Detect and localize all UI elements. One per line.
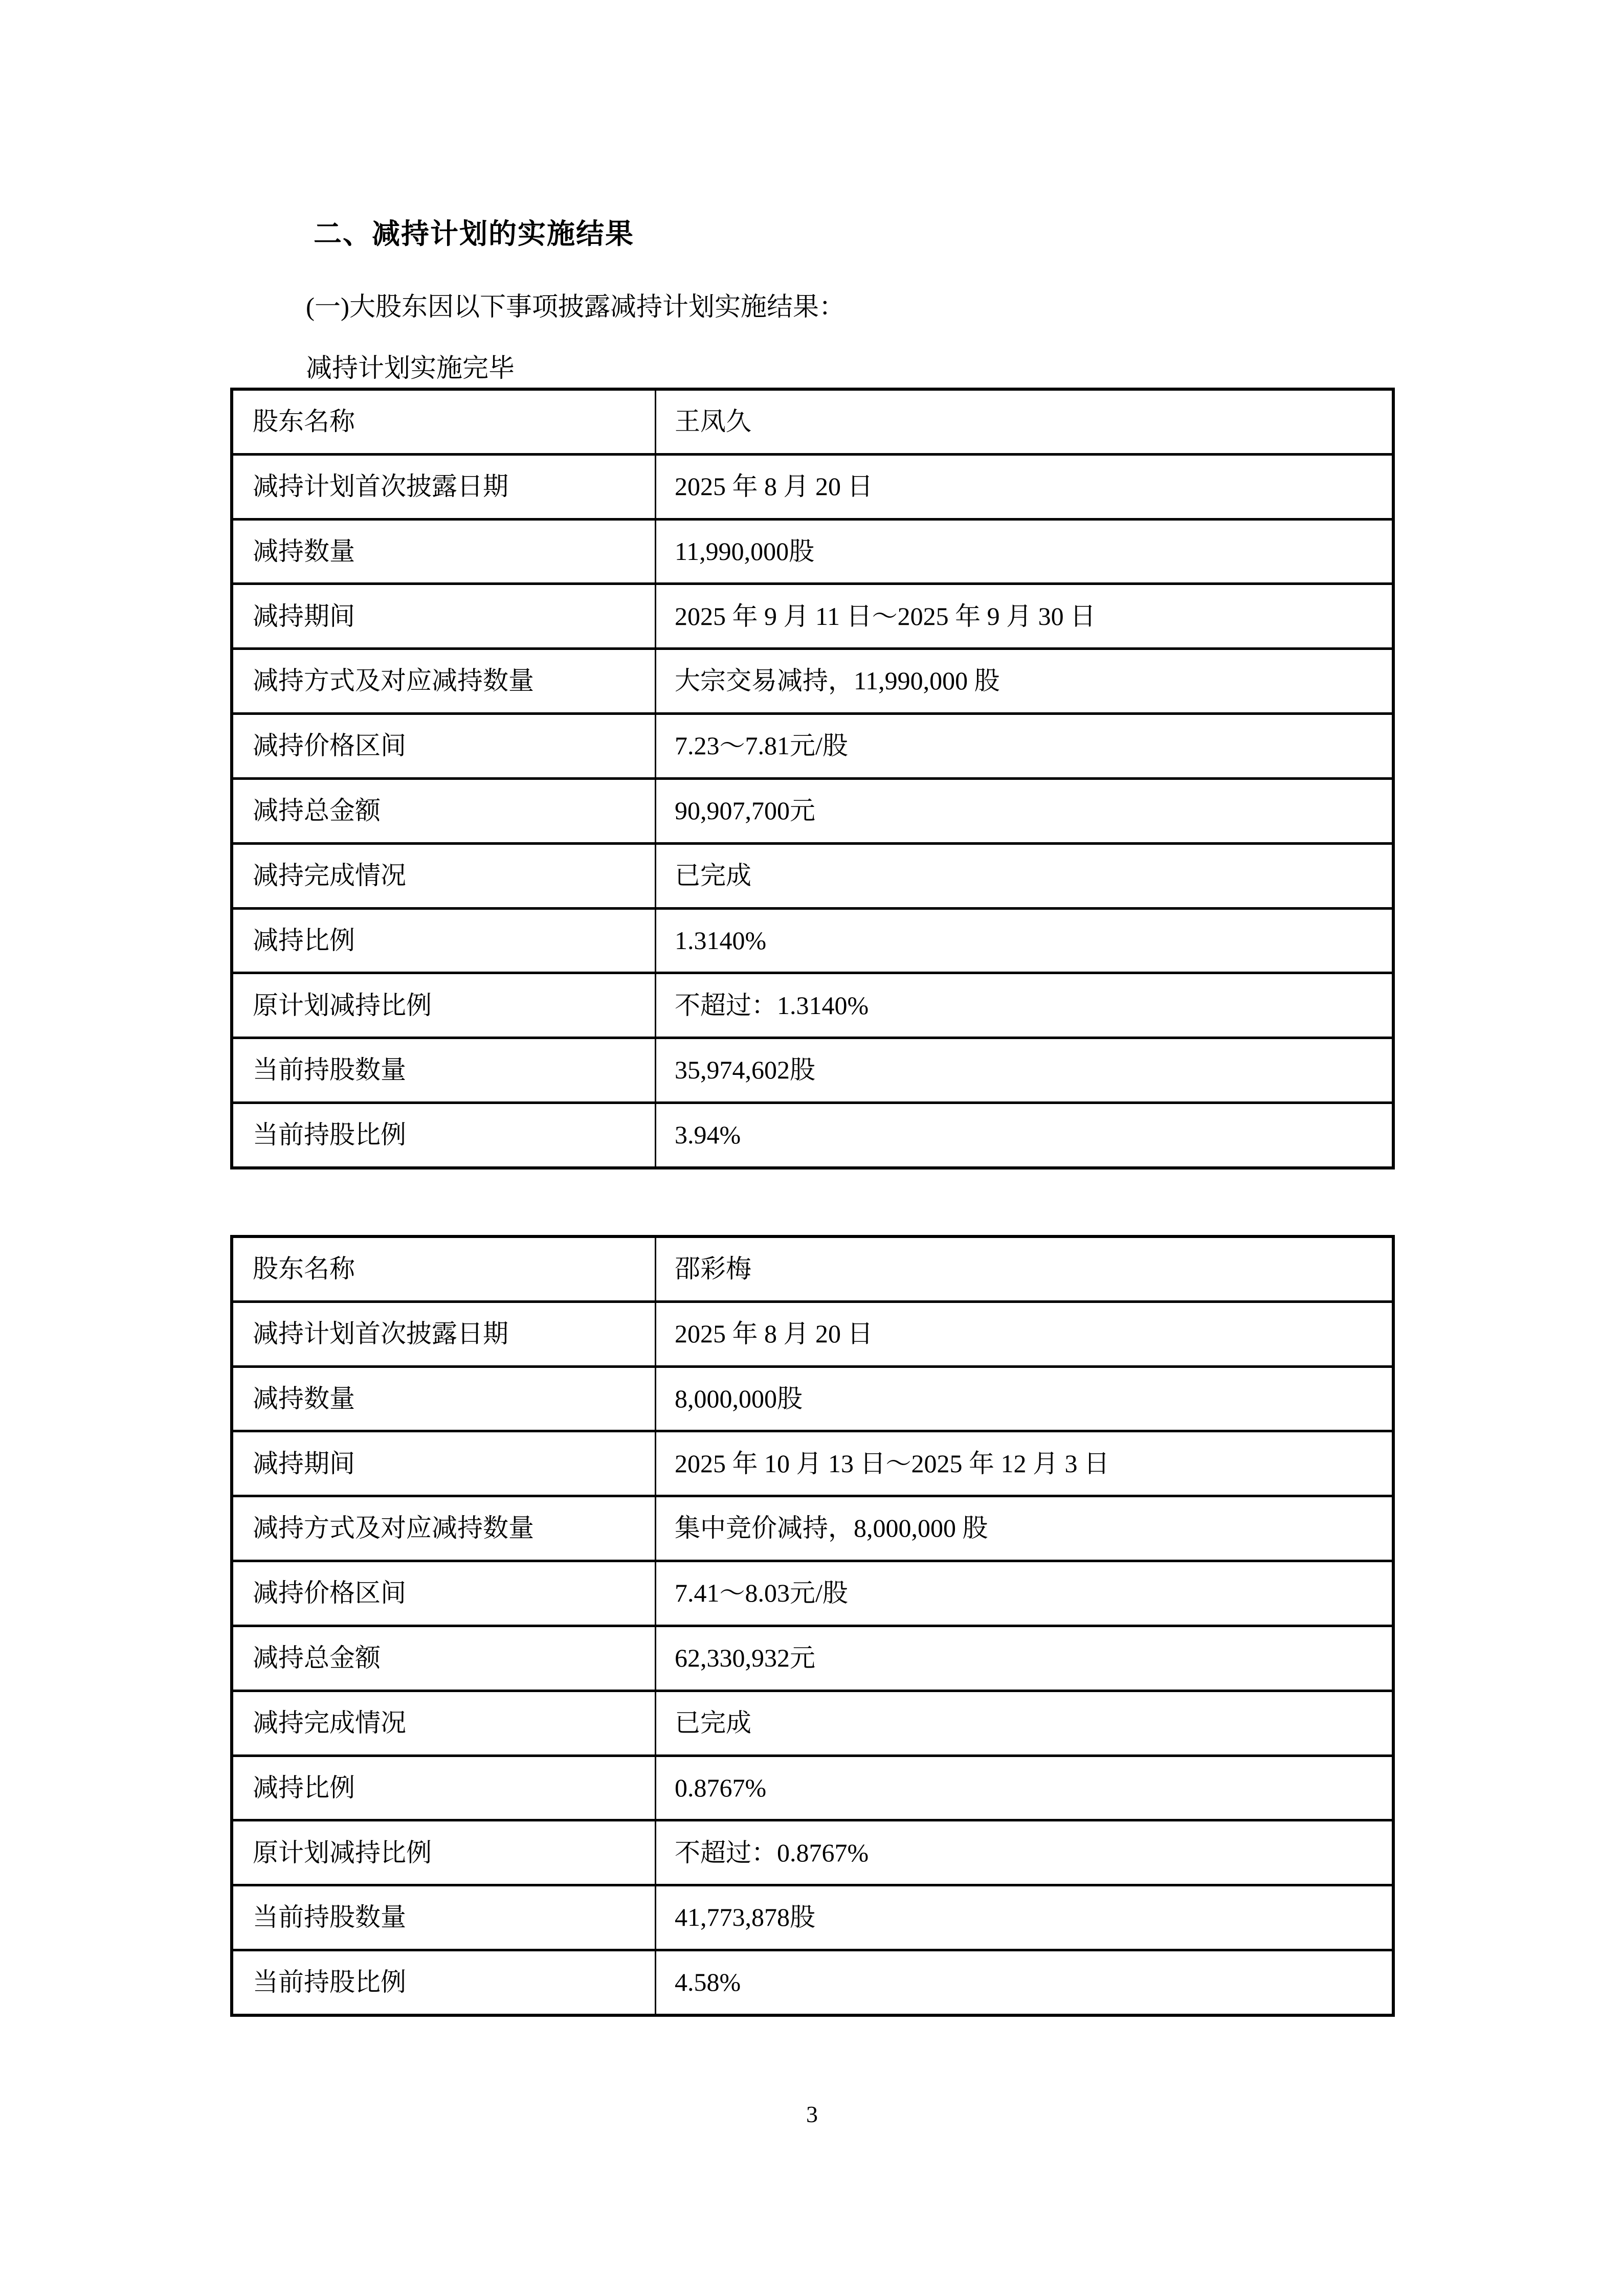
table-row [233,521,1392,586]
row-value-cell: 3.94% [675,1120,741,1150]
table-row [233,1432,1392,1497]
row-label-cell: 减持完成情况 [233,1692,656,1754]
table-row [233,1238,1392,1303]
row-label-cell: 股东名称 [233,391,656,453]
row-value-cell: 4.58% [675,1968,741,1997]
row-label-cell: 当前持股比例 [233,1104,656,1166]
row-value-cell: 已完成 [675,1708,751,1737]
page-number: 3 [806,2101,818,2127]
shareholder-table-2 [230,1235,1395,2017]
row-label-cell: 当前持股数量 [233,1886,656,1949]
table-row [233,974,1392,1039]
table-row [233,1368,1392,1433]
row-value-cell: 8,000,000股 [675,1384,803,1413]
row-value-cell: 62,330,932元 [675,1644,815,1673]
shareholder-table-1 [230,388,1395,1169]
row-label-cell: 减持方式及对应减持数量 [233,1497,656,1560]
table-row [233,715,1392,780]
row-value-cell: 2025 年 9 月 11 日～2025 年 9 月 30 日 [675,601,1096,631]
row-value-cell: 7.23～7.81元/股 [675,731,848,760]
row-value-cell: 0.8767% [675,1773,767,1802]
table-row [233,845,1392,910]
row-label-cell: 减持期间 [233,1432,656,1495]
table-row [233,1757,1392,1822]
table-row [233,391,1392,456]
table-row [233,1497,1392,1562]
table-row [233,1104,1392,1166]
table-row [233,1951,1392,2014]
table-row [233,650,1392,715]
row-label-cell: 减持完成情况 [233,845,656,907]
table-row [233,1627,1392,1692]
row-label-cell: 原计划减持比例 [233,974,656,1037]
plan-status-line: 减持计划实施完毕 [306,354,515,383]
row-value-cell: 35,974,602股 [675,1055,815,1085]
row-label-cell: 减持价格区间 [233,715,656,777]
table-row [233,910,1392,975]
table-row [233,1821,1392,1886]
row-value-cell: 不超过：1.3140% [675,991,869,1020]
row-label-cell: 减持数量 [233,1368,656,1430]
row-value-cell: 7.41～8.03元/股 [675,1579,848,1608]
row-value-cell: 已完成 [675,861,751,890]
row-value-cell: 王凤久 [675,407,751,436]
row-value-cell: 2025 年 10 月 13 日～2025 年 12 月 3 日 [675,1449,1109,1478]
table-row [233,1303,1392,1368]
table-row [233,1562,1392,1627]
row-label-cell: 减持总金额 [233,1627,656,1690]
row-label-cell: 原计划减持比例 [233,1821,656,1884]
row-label-cell: 当前持股数量 [233,1039,656,1101]
row-value-cell: 大宗交易减持，11,990,000 股 [675,666,1000,695]
row-label-cell: 减持计划首次披露日期 [233,456,656,518]
table-row [233,1692,1392,1757]
row-value-cell: 2025 年 8 月 20 日 [675,1319,873,1348]
row-value-cell: 2025 年 8 月 20 日 [675,471,873,501]
row-value-cell: 41,773,878股 [675,1903,815,1932]
row-label-cell: 减持比例 [233,910,656,972]
table-row [233,1886,1392,1951]
row-label-cell: 当前持股比例 [233,1951,656,2014]
row-value-cell: 不超过：0.8767% [675,1838,869,1867]
row-value-cell: 11,990,000股 [675,536,815,566]
table-row [233,780,1392,845]
row-value-cell: 1.3140% [675,926,767,955]
table-row [233,585,1392,650]
row-label-cell: 减持方式及对应减持数量 [233,650,656,712]
row-label-cell: 减持期间 [233,585,656,647]
table-row [233,456,1392,521]
row-label-cell: 减持比例 [233,1757,656,1819]
row-label-cell: 股东名称 [233,1238,656,1300]
table-row [233,1039,1392,1104]
row-label-cell: 减持价格区间 [233,1562,656,1625]
subsection-intro: (一)大股东因以下事项披露减持计划实施结果： [306,293,845,322]
row-label-cell: 减持数量 [233,521,656,583]
row-label-cell: 减持总金额 [233,780,656,842]
section-title: 二、减持计划的实施结果 [314,218,635,250]
row-value-cell: 邵彩梅 [675,1254,751,1284]
row-label-cell: 减持计划首次披露日期 [233,1303,656,1365]
row-value-cell: 集中竞价减持，8,000,000 股 [675,1514,988,1543]
row-value-cell: 90,907,700元 [675,796,815,825]
